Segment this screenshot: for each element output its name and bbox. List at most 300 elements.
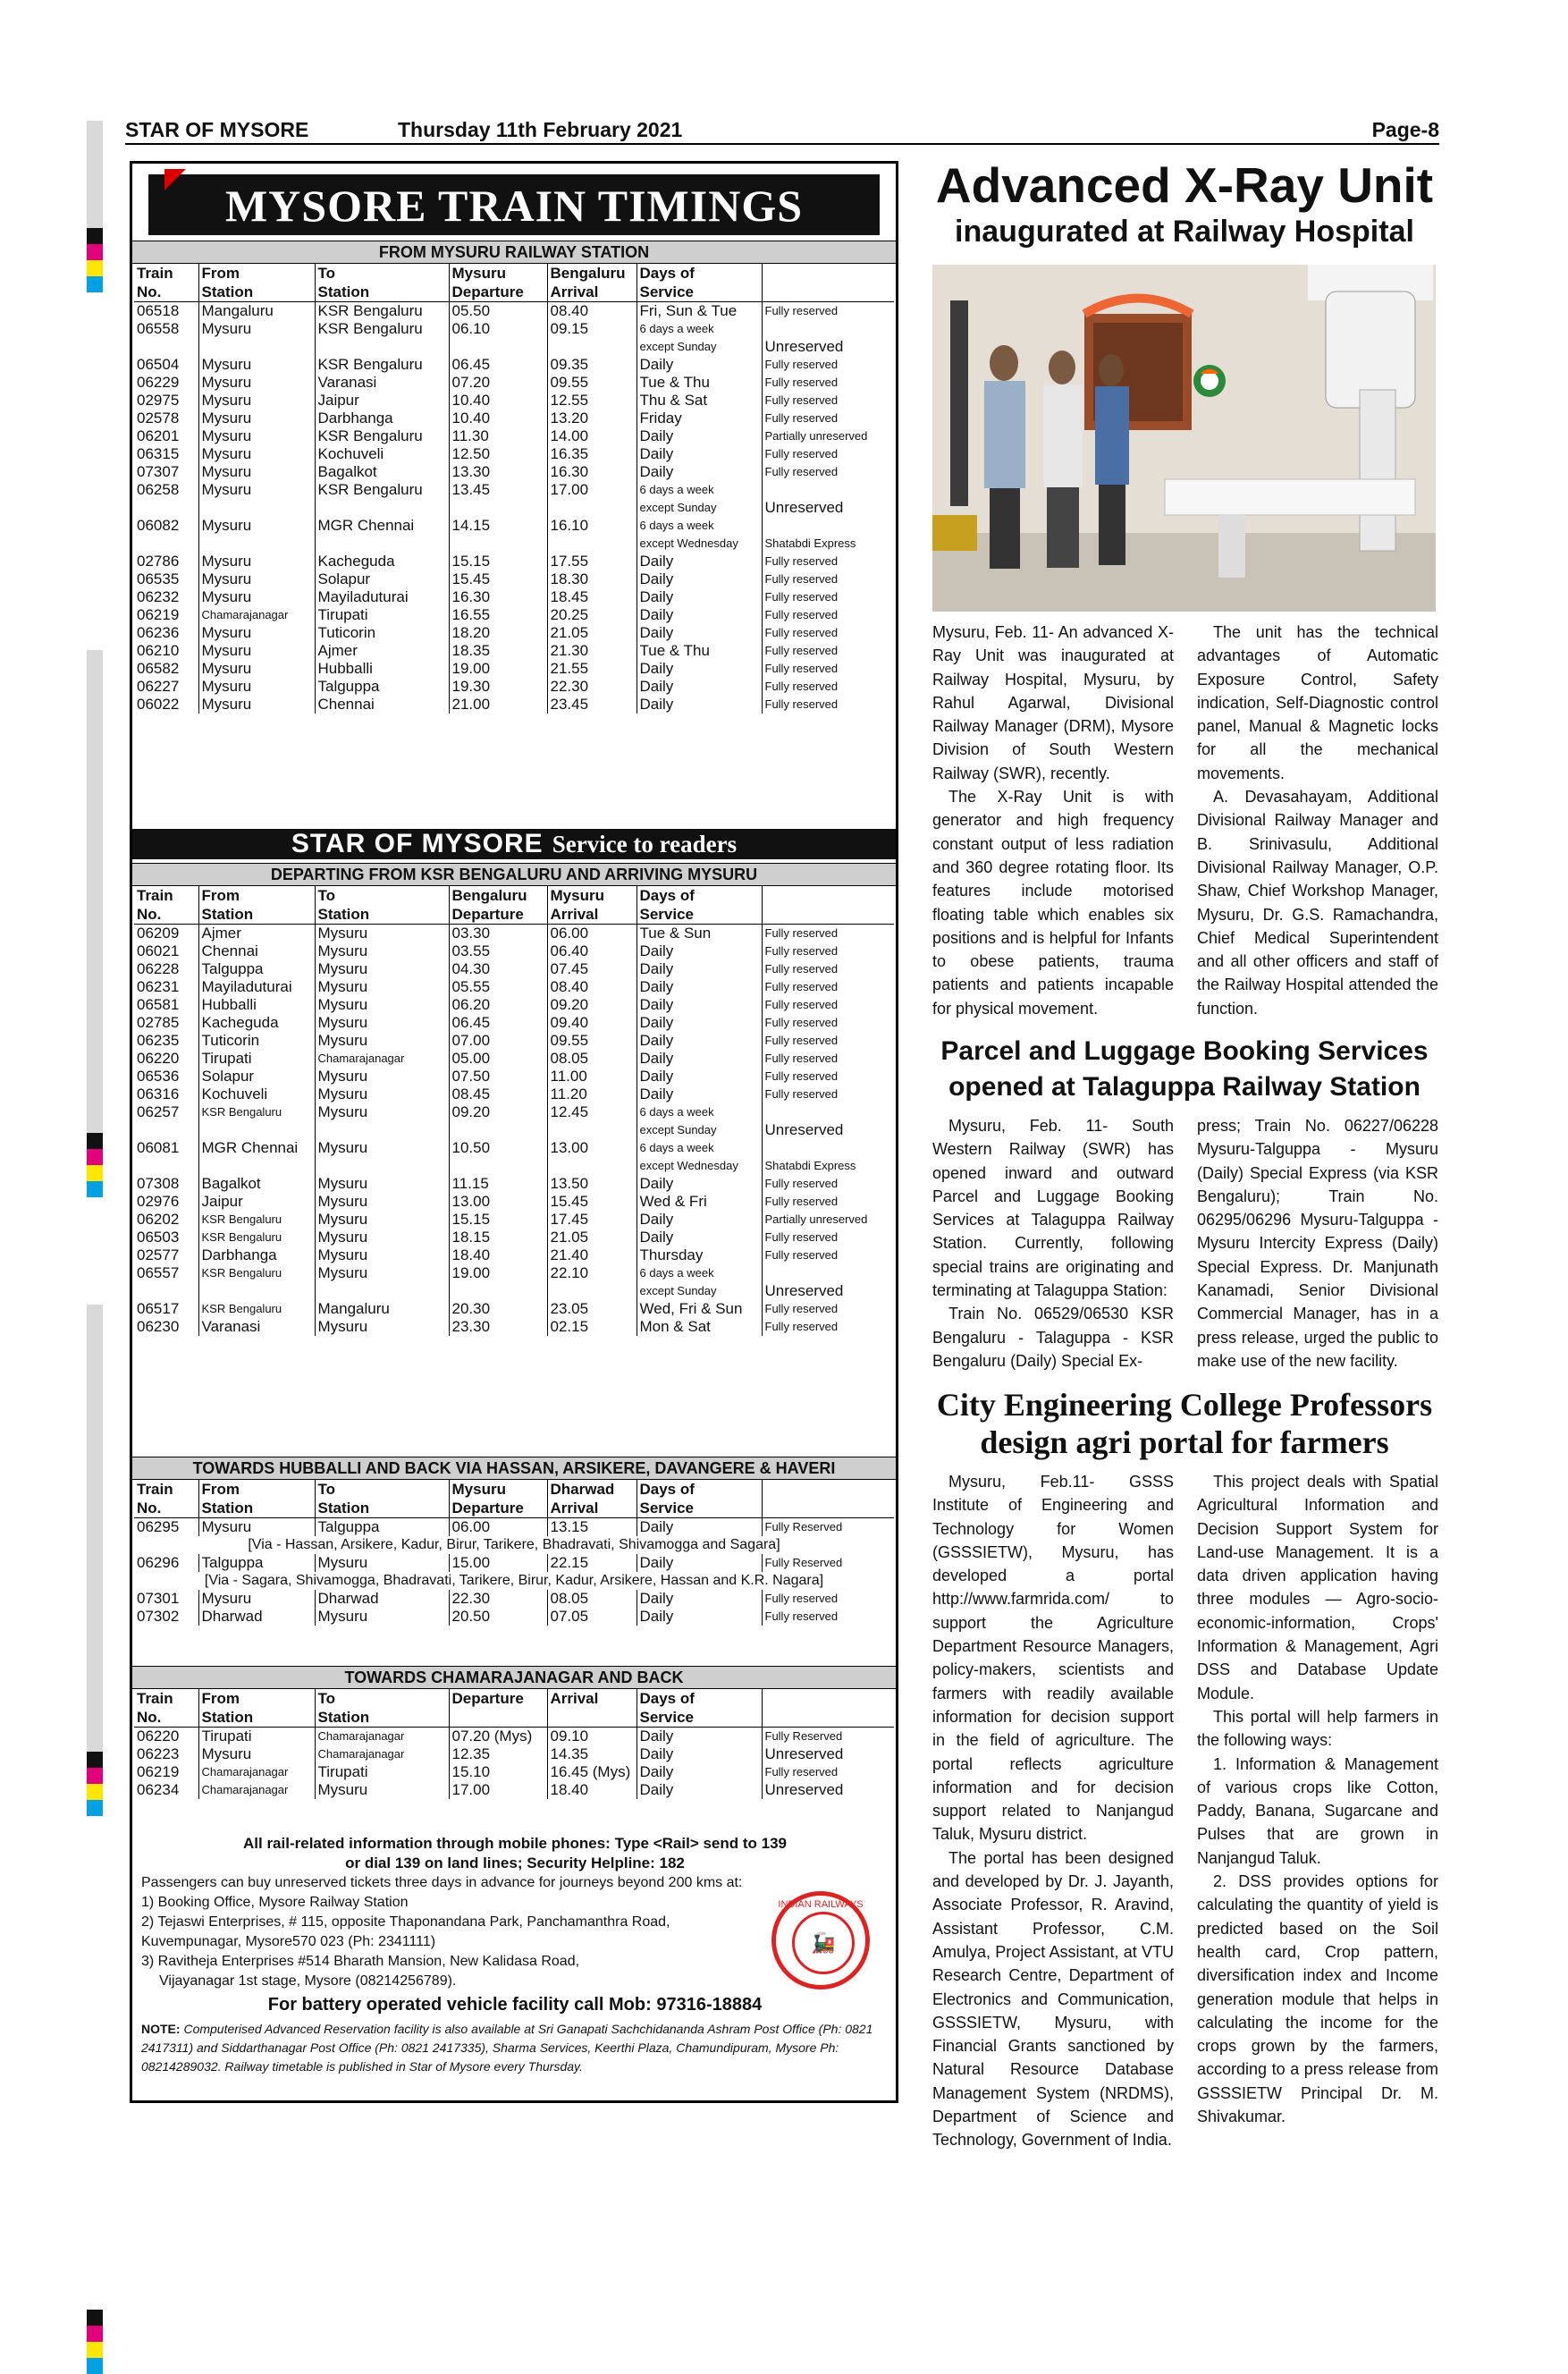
table-cell: 03.30 bbox=[449, 925, 547, 943]
table-cell: Solapur bbox=[315, 570, 449, 588]
column-header: Mysuru Arrival bbox=[547, 886, 636, 925]
table-cell: 06558 bbox=[137, 320, 180, 337]
table-cell: Mysuru bbox=[198, 356, 315, 374]
table-cell: 06.40 bbox=[547, 942, 636, 960]
table-cell: Mysuru bbox=[315, 1139, 449, 1157]
page-number: Page-8 bbox=[1371, 118, 1439, 141]
table-cell: 22.30 bbox=[449, 1590, 547, 1608]
table-row bbox=[134, 1518, 894, 1537]
issue-date: Thursday 11th February 2021 bbox=[398, 118, 683, 141]
xray-room-illustration-icon bbox=[932, 265, 1436, 612]
article3-headline-1: City Engineering College Professors bbox=[936, 1387, 1433, 1423]
table-cell: Fully reserved bbox=[762, 660, 894, 678]
table-cell: 06258 bbox=[137, 481, 180, 498]
table-cell: Daily bbox=[636, 1175, 762, 1193]
table-cell: except Sunday bbox=[636, 1282, 762, 1300]
table-cell: 06517 bbox=[137, 1300, 180, 1317]
table-cell bbox=[547, 499, 636, 517]
table-cell: 17.55 bbox=[547, 553, 636, 570]
table-row bbox=[134, 356, 894, 374]
section-title-chamarajanagar: TOWARDS CHAMARAJANAGAR AND BACK bbox=[132, 1666, 896, 1689]
table-cell: 06219 bbox=[137, 1763, 180, 1780]
xray-unit-photo bbox=[932, 265, 1436, 612]
table-cell: 06.20 bbox=[449, 996, 547, 1014]
table-cell: 06210 bbox=[137, 642, 180, 659]
table-cell: Daily bbox=[636, 660, 762, 678]
article1-para: A. Devasahayam, Additional Divisional Railway Manager and B. Srinivasulu, Additional Divisional Railway Manager, O.P. Shaw, Chief Workshop Manager, Mysuru, Dr. G.S. Ramachandra, Chief Medical Superintendent and all other officers and staff of the Railway Hospital attended the function. bbox=[1197, 788, 1438, 1018]
table-cell: 6 days a week bbox=[636, 517, 762, 535]
table-row bbox=[134, 1728, 894, 1746]
article2-para: press; Train No. 06227/06228 Mysuru-Talguppa - Mysuru (Daily) Special Express (via KSR Bengaluru); Train No. 06295/06296 Mysuru-Talguppa -Mysuru Intercity Express (Daily) Special Express. Dr. Manjunath Kanamadi, Senior Divisional Commercial Manager, has in a press release, urged the public to make use of the new facility. bbox=[1197, 1117, 1438, 1370]
footer-line-3: Passengers can buy unreserved tickets three days in advance for journeys beyond 200 kms at: bbox=[141, 1875, 743, 1890]
table-cell: Daily bbox=[636, 588, 762, 606]
table-cell: Mysuru bbox=[315, 1086, 449, 1103]
table-cell bbox=[547, 1121, 636, 1139]
table-cell: Tirupati bbox=[198, 1050, 315, 1068]
table-cell: Darbhanga bbox=[198, 1246, 315, 1264]
table-cell: Talguppa bbox=[198, 960, 315, 978]
table-cell: 13.15 bbox=[547, 1518, 636, 1537]
table-cell: Mysuru bbox=[198, 660, 315, 678]
table-cell: 6 days a week bbox=[636, 1103, 762, 1121]
column-header: Train No. bbox=[134, 886, 198, 925]
article1-para: The X-Ray Unit is with generator and high frequency constant output of less radiation and 360 degree rotating floor. Its features include motorised floating table which enables six positions and is helpful for Infants to obese patients, trauma patients and patients incapable for physical movement. bbox=[932, 788, 1174, 1018]
table-cell: 11.30 bbox=[449, 427, 547, 445]
table-cell: 09.55 bbox=[547, 374, 636, 392]
column-header: From Station bbox=[198, 1689, 315, 1728]
table-cell: 06227 bbox=[137, 678, 180, 695]
table-row bbox=[134, 1572, 894, 1590]
table-row bbox=[134, 302, 894, 321]
table-cell: Tuticorin bbox=[198, 1032, 315, 1050]
table-cell: 05.50 bbox=[449, 302, 547, 321]
table-cell: Mysuru bbox=[198, 1745, 315, 1763]
table-cell: 06021 bbox=[137, 942, 180, 959]
table-cell: Mysuru bbox=[198, 642, 315, 660]
table-cell: Chennai bbox=[198, 942, 315, 960]
table-cell: Varanasi bbox=[315, 374, 449, 392]
table-cell: 18.35 bbox=[449, 642, 547, 660]
column-header bbox=[762, 886, 894, 925]
table-cell: Mysuru bbox=[315, 1554, 449, 1572]
table-cell: Mangaluru bbox=[198, 302, 315, 321]
article3-headline-2: design agri portal for farmers bbox=[980, 1424, 1389, 1460]
table-cell: Wed, Fri & Sun bbox=[636, 1300, 762, 1318]
table-cell: Daily bbox=[636, 427, 762, 445]
table-cell: Daily bbox=[636, 356, 762, 374]
table-cell: Thu & Sat bbox=[636, 392, 762, 410]
table-cell: 07308 bbox=[137, 1175, 180, 1192]
table-row bbox=[134, 463, 894, 481]
table-cell: Daily bbox=[636, 1086, 762, 1103]
table-cell: Kochuveli bbox=[315, 445, 449, 463]
column-header: Bengaluru Arrival bbox=[547, 264, 636, 302]
table-cell bbox=[547, 338, 636, 356]
table-cell: 15.10 bbox=[449, 1763, 547, 1781]
table-cell: 16.45 (Mys) bbox=[547, 1763, 636, 1781]
column-header: Days of Service bbox=[636, 264, 762, 302]
table-cell: 14.15 bbox=[449, 517, 547, 535]
table-cell: Tirupati bbox=[198, 1728, 315, 1746]
table-cell: 21.30 bbox=[547, 642, 636, 660]
table-cell: Fully reserved bbox=[762, 1032, 894, 1050]
table-cell: Daily bbox=[636, 1745, 762, 1763]
table-cell: Hubballi bbox=[198, 996, 315, 1014]
table-cell: 06518 bbox=[137, 302, 180, 319]
table-cell bbox=[762, 481, 894, 499]
column-header: From Station bbox=[198, 1480, 315, 1518]
table-cell: 18.45 bbox=[547, 588, 636, 606]
footer-line-7: 3) Ravitheja Enterprises #514 Bharath Mansion, New Kalidasa Road, bbox=[141, 1954, 580, 1969]
table-cell bbox=[762, 1103, 894, 1121]
table-cell: 16.10 bbox=[547, 517, 636, 535]
table-row bbox=[134, 445, 894, 463]
table-cell: Thursday bbox=[636, 1246, 762, 1264]
table-cell: Talguppa bbox=[198, 1554, 315, 1572]
table-cell: 06201 bbox=[137, 427, 180, 444]
table-cell bbox=[449, 1121, 547, 1139]
table-cell: except Wednesday bbox=[636, 1157, 762, 1175]
table-cell: 06.00 bbox=[449, 1518, 547, 1537]
table-cell: Tue & Sun bbox=[636, 925, 762, 943]
header-rule bbox=[125, 143, 1439, 145]
table-cell: Friday bbox=[636, 410, 762, 427]
table-cell: Mysuru bbox=[315, 1246, 449, 1264]
table-cell: 09.35 bbox=[547, 356, 636, 374]
column-header: To Station bbox=[315, 886, 449, 925]
table-cell: Fully reserved bbox=[762, 624, 894, 642]
table-cell: 11.00 bbox=[547, 1068, 636, 1086]
table-cell: 06503 bbox=[137, 1229, 180, 1246]
column-header: Train No. bbox=[134, 1480, 198, 1518]
table-cell: Talguppa bbox=[315, 1518, 449, 1537]
article1-column-2 bbox=[1197, 621, 1438, 1020]
table-cell: 06504 bbox=[137, 356, 180, 373]
table-cell: Shatabdi Express bbox=[762, 535, 894, 553]
table-cell: 07307 bbox=[137, 463, 180, 480]
section-title-hubballi: TOWARDS HUBBALLI AND BACK VIA HASSAN, ARSIKERE, DAVANGERE & HAVERI bbox=[132, 1457, 896, 1480]
table-cell: Shatabdi Express bbox=[762, 1157, 894, 1175]
table-cell: Mysuru bbox=[315, 1318, 449, 1336]
page-header bbox=[125, 116, 1439, 143]
table-cell: Mysuru bbox=[198, 1518, 315, 1537]
table-cell: Mysuru bbox=[198, 320, 315, 338]
table-cell bbox=[315, 499, 449, 517]
table-row bbox=[134, 588, 894, 606]
table-cell: Fully Reserved bbox=[762, 1554, 894, 1572]
table-row bbox=[134, 678, 894, 696]
table-cell: Mysuru bbox=[198, 463, 315, 481]
table-cell: 09.10 bbox=[547, 1728, 636, 1746]
table-row bbox=[134, 1282, 894, 1300]
table-cell: Fully reserved bbox=[762, 1014, 894, 1032]
table-cell: KSR Bengaluru bbox=[198, 1103, 315, 1121]
table-row bbox=[134, 374, 894, 392]
table-cell: 13.00 bbox=[547, 1139, 636, 1157]
table-row bbox=[134, 499, 894, 517]
route-via-note: [Via - Sagara, Shivamogga, Bhadravati, Tarikere, Birur, Kadur, Arsikere, Hassan and K.R. Nagara] bbox=[204, 1573, 824, 1588]
table-cell: 06229 bbox=[137, 374, 180, 391]
table-cell: 02.15 bbox=[547, 1318, 636, 1336]
table-cell: Daily bbox=[636, 624, 762, 642]
table-row bbox=[134, 1229, 894, 1246]
table-cell: 09.55 bbox=[547, 1032, 636, 1050]
table-cell bbox=[449, 1157, 547, 1175]
table-cell: 03.55 bbox=[449, 942, 547, 960]
table-cell bbox=[134, 338, 198, 356]
table-cell: Unreserved bbox=[762, 338, 894, 356]
table-cell: Daily bbox=[636, 606, 762, 624]
table-cell: 15.15 bbox=[449, 1211, 547, 1229]
table-cell: 15.45 bbox=[449, 570, 547, 588]
table-cell: Fully reserved bbox=[762, 1763, 894, 1781]
table-cell: 06.45 bbox=[449, 1014, 547, 1032]
table-cell: Mysuru bbox=[198, 678, 315, 696]
table-cell: 06535 bbox=[137, 570, 180, 587]
column-header: Days of Service bbox=[636, 886, 762, 925]
table-cell: Unreserved bbox=[762, 1282, 894, 1300]
column-header: To Station bbox=[315, 1689, 449, 1728]
paper-name: STAR OF MYSORE bbox=[125, 118, 309, 141]
table-cell: 07301 bbox=[137, 1590, 180, 1607]
table-cell: Fully reserved bbox=[762, 925, 894, 943]
reservation-note bbox=[141, 2020, 889, 2076]
table-cell: 02975 bbox=[137, 392, 180, 409]
table-cell: 07.05 bbox=[547, 1608, 636, 1626]
article3-para: 2. DSS provides options for calculating the quantity of yield is predicted based on the Soil health card, Crop pattern, diversification index and Income generation module that helps in calculating the income for the crops grown by the farmers, according to a press release from GSSSIETW Principal Dr. M. Shivakumar. bbox=[1197, 1872, 1438, 2126]
table-header-row bbox=[134, 1480, 894, 1518]
table-cell bbox=[198, 535, 315, 553]
table-cell: 13.45 bbox=[449, 481, 547, 499]
table-row bbox=[134, 1300, 894, 1318]
table-cell: Mysuru bbox=[315, 960, 449, 978]
sor-name: STAR OF MYSORE bbox=[291, 829, 544, 858]
table-cell: Fully reserved bbox=[762, 1246, 894, 1264]
footer-line-8: Vijayanagar 1st stage, Mysore (08214256789). bbox=[159, 1973, 457, 1989]
table-cell: Wed & Fri bbox=[636, 1193, 762, 1211]
table-cell: Mysuru bbox=[198, 696, 315, 714]
table-cell: 12.50 bbox=[449, 445, 547, 463]
table-cell bbox=[198, 499, 315, 517]
table-cell: Tirupati bbox=[315, 1763, 449, 1781]
table-cell: Chamarajanagar bbox=[198, 1763, 315, 1781]
table-cell: Mysuru bbox=[315, 1193, 449, 1211]
table-row bbox=[134, 1032, 894, 1050]
article3-para: This portal will help farmers in the following ways: bbox=[1197, 1707, 1438, 1750]
table-cell: Daily bbox=[636, 1608, 762, 1626]
table-row bbox=[134, 1211, 894, 1229]
table-cell: 21.05 bbox=[547, 624, 636, 642]
table-cell: Fully reserved bbox=[762, 445, 894, 463]
table-cell: Daily bbox=[636, 445, 762, 463]
article1-subheadline: inaugurated at Railway Hospital bbox=[955, 215, 1414, 249]
table-cell: 15.15 bbox=[449, 553, 547, 570]
article3-column-2 bbox=[1197, 1470, 1438, 2128]
table-cell: 17.00 bbox=[449, 1781, 547, 1799]
table-cell: Dharwad bbox=[315, 1590, 449, 1608]
table-cell: Fully reserved bbox=[762, 553, 894, 570]
table-cell: Mangaluru bbox=[315, 1300, 449, 1318]
route-via-note: [Via - Hassan, Arsikere, Kadur, Birur, Tarikere, Bhadravati, Shivamogga and Sagara] bbox=[248, 1537, 780, 1552]
table-cell: Chamarajanagar bbox=[315, 1050, 449, 1068]
table-hubballi bbox=[134, 1480, 894, 1626]
article3-para: Mysuru, Feb.11- GSSS Institute of Engineering and Technology for Women (GSSSIETW), Mysuru, has developed a portal http://www.farmrida.com/ to support the Agriculture Department Resource Managers, policy-makers, scientists and farmers with readily available information for decision support in the field of agriculture. The portal reflects agriculture information and for decision support related to Nanjangud Taluk, Mysuru district. bbox=[932, 1473, 1174, 1844]
table-cell: Fully reserved bbox=[762, 1068, 894, 1086]
table-cell: 06.45 bbox=[449, 356, 547, 374]
table-cell: Mysuru bbox=[198, 570, 315, 588]
table-cell: Fully reserved bbox=[762, 1229, 894, 1246]
table-cell: 6 days a week bbox=[636, 1264, 762, 1282]
table-row bbox=[134, 1536, 894, 1554]
table-cell: Mysuru bbox=[315, 942, 449, 960]
table-cell: 11.15 bbox=[449, 1175, 547, 1193]
article2-column-1 bbox=[932, 1114, 1174, 1373]
table-cell: 06295 bbox=[137, 1518, 180, 1535]
table-cell: Fully reserved bbox=[762, 570, 894, 588]
table-cell bbox=[449, 499, 547, 517]
table-cell: 06220 bbox=[137, 1728, 180, 1745]
column-header: Dharwad Arrival bbox=[547, 1480, 636, 1518]
column-header: Mysuru Departure bbox=[449, 264, 547, 302]
table-header-row bbox=[134, 1689, 894, 1728]
table-cell bbox=[762, 1264, 894, 1282]
table-from-bengaluru bbox=[134, 886, 894, 1336]
column-header bbox=[762, 1689, 894, 1728]
table-cell: Fully reserved bbox=[762, 374, 894, 392]
table-row bbox=[134, 642, 894, 660]
table-cell: 02786 bbox=[137, 553, 180, 570]
table-cell: 14.35 bbox=[547, 1745, 636, 1763]
footer-line-5: 2) Tejaswi Enterprises, # 115, opposite Thaponandana Park, Panchamanthra Road, bbox=[141, 1914, 670, 1930]
table-cell: 09.20 bbox=[547, 996, 636, 1014]
table-row bbox=[134, 392, 894, 410]
table-cell: 06236 bbox=[137, 624, 180, 641]
table-cell: Daily bbox=[636, 996, 762, 1014]
table-cell: Mysuru bbox=[315, 925, 449, 943]
table-cell: Daily bbox=[636, 1050, 762, 1068]
column-header: Days of Service bbox=[636, 1480, 762, 1518]
table-cell: Mysuru bbox=[315, 1608, 449, 1626]
table-cell bbox=[134, 1282, 198, 1300]
table-cell: 05.00 bbox=[449, 1050, 547, 1068]
table-cell: 22.10 bbox=[547, 1264, 636, 1282]
table-row bbox=[134, 320, 894, 338]
table-cell bbox=[449, 1282, 547, 1300]
table-cell: 07.50 bbox=[449, 1068, 547, 1086]
table-cell: 22.15 bbox=[547, 1554, 636, 1572]
table-cell: 06296 bbox=[137, 1554, 180, 1571]
table-cell: 21.05 bbox=[547, 1229, 636, 1246]
footer-line-6: Kuvempunagar, Mysore570 023 (Ph: 2341111) bbox=[141, 1934, 436, 1949]
table-cell: 02578 bbox=[137, 410, 180, 427]
table-cell: 13.50 bbox=[547, 1175, 636, 1193]
table-row bbox=[134, 1264, 894, 1282]
table-cell: 06202 bbox=[137, 1211, 180, 1228]
table-cell: Mysuru bbox=[315, 1175, 449, 1193]
column-header: Arrival bbox=[547, 1689, 636, 1728]
table-cell: Tirupati bbox=[315, 606, 449, 624]
table-cell: Daily bbox=[636, 678, 762, 696]
column-header: Bengaluru Departure bbox=[449, 886, 547, 925]
column-header bbox=[762, 264, 894, 302]
table-cell: Mysuru bbox=[315, 1781, 449, 1799]
table-cell: Fully reserved bbox=[762, 1175, 894, 1193]
table-cell: 15.45 bbox=[547, 1193, 636, 1211]
table-cell: 23.45 bbox=[547, 696, 636, 714]
table-cell: 18.15 bbox=[449, 1229, 547, 1246]
table-cell: 06557 bbox=[137, 1264, 180, 1281]
table-cell: Tuticorin bbox=[315, 624, 449, 642]
table-cell: Fully reserved bbox=[762, 1590, 894, 1608]
table-cell: Daily bbox=[636, 1211, 762, 1229]
table-cell: 13.30 bbox=[449, 463, 547, 481]
article2-headline-1: Parcel and Luggage Booking Services bbox=[940, 1036, 1429, 1066]
sor-tagline: Service to readers bbox=[552, 831, 738, 858]
table-cell: 23.30 bbox=[449, 1318, 547, 1336]
table-row bbox=[134, 1068, 894, 1086]
table-row bbox=[134, 1103, 894, 1121]
table-cell: 07.20 (Mys) bbox=[449, 1728, 547, 1746]
table-cell: Daily bbox=[636, 1032, 762, 1050]
table-cell: Fully reserved bbox=[762, 463, 894, 481]
table-cell: Darbhanga bbox=[315, 410, 449, 427]
table-cell: Fully reserved bbox=[762, 642, 894, 660]
table-cell bbox=[315, 1282, 449, 1300]
table-cell: 10.40 bbox=[449, 392, 547, 410]
table-cell: Fully reserved bbox=[762, 356, 894, 374]
table-cell: Fully Reserved bbox=[762, 1728, 894, 1746]
table-cell: 16.30 bbox=[449, 588, 547, 606]
table-cell: Fully reserved bbox=[762, 1318, 894, 1336]
table-cell: except Wednesday bbox=[636, 535, 762, 553]
table-cell: Partially unreserved bbox=[762, 427, 894, 445]
table-row bbox=[134, 1590, 894, 1608]
table-cell: 18.20 bbox=[449, 624, 547, 642]
table-cell: Mayiladuturai bbox=[198, 978, 315, 996]
table-row bbox=[134, 925, 894, 943]
table-row bbox=[134, 427, 894, 445]
table-cell: Chamarajanagar bbox=[198, 1781, 315, 1799]
table-cell: 20.25 bbox=[547, 606, 636, 624]
table-cell: Fully reserved bbox=[762, 1193, 894, 1211]
table-cell: 6 days a week bbox=[636, 320, 762, 338]
article1-column-1 bbox=[932, 621, 1174, 1020]
registration-marks bbox=[87, 121, 103, 2374]
table-cell: 18.40 bbox=[449, 1246, 547, 1264]
table-cell: Mayiladuturai bbox=[315, 588, 449, 606]
table-cell: 10.50 bbox=[449, 1139, 547, 1157]
table-cell: Fully reserved bbox=[762, 392, 894, 410]
table-cell: 06223 bbox=[137, 1745, 180, 1762]
table-cell: Mysuru bbox=[315, 1032, 449, 1050]
table-row bbox=[134, 1175, 894, 1193]
table-cell: Fully reserved bbox=[762, 942, 894, 960]
table-cell: 16.35 bbox=[547, 445, 636, 463]
article2-para: Mysuru, Feb. 11- South Western Railway (SWR) has opened inward and outward Parcel and Luggage Booking Services at Talaguppa Railway Station. Currently, following special trains are originating and terminating at Talaguppa Station: bbox=[932, 1117, 1174, 1300]
table-cell: Daily bbox=[636, 1781, 762, 1799]
table-cell: 16.55 bbox=[449, 606, 547, 624]
table-cell bbox=[198, 338, 315, 356]
table-row bbox=[134, 1318, 894, 1336]
table-cell: Mysuru bbox=[198, 427, 315, 445]
table-cell: Mysuru bbox=[198, 624, 315, 642]
article3-para: 1. Information & Management of various crops like Cotton, Paddy, Banana, Sugarcane and Pulses that are grown in Nanjangud Taluk. bbox=[1197, 1754, 1438, 1867]
table-cell: Dharwad bbox=[198, 1608, 315, 1626]
article3-column-1 bbox=[932, 1470, 1174, 2152]
table-cell: Mysuru bbox=[315, 1211, 449, 1229]
table-row bbox=[134, 978, 894, 996]
article2-headline-2: opened at Talaguppa Railway Station bbox=[948, 1072, 1420, 1102]
